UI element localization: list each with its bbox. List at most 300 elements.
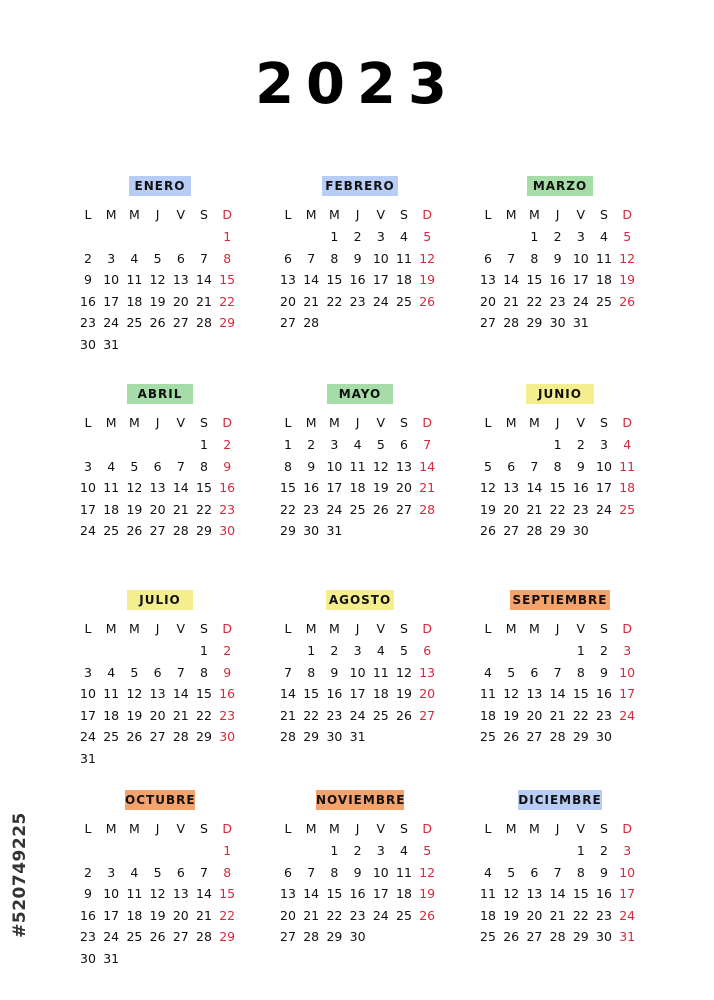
day-cell: 7	[553, 664, 562, 680]
day-cell: 22	[549, 501, 566, 517]
weekday-header: M	[528, 821, 540, 836]
day-cell: 18	[372, 686, 389, 702]
day-cell: 21	[549, 707, 566, 723]
day-cell: 8	[223, 864, 232, 880]
day-cell: 8	[200, 664, 208, 680]
day-cell: 15	[196, 480, 212, 496]
day-cell: 24	[372, 293, 389, 309]
day-cell: 19	[149, 293, 166, 309]
day-cell: 3	[107, 250, 116, 266]
day-cell: 14	[419, 458, 436, 474]
day-cell: 17	[103, 293, 120, 309]
day-cell: 24	[103, 315, 120, 331]
day-cell: 12	[480, 480, 496, 496]
day-cell: 26	[480, 523, 496, 539]
weekday-header: M	[505, 621, 517, 636]
day-cell: 29	[326, 929, 343, 945]
day-cell: 1	[576, 843, 585, 858]
day-cell: 15	[526, 272, 543, 288]
day-cell: 16	[80, 907, 96, 923]
day-cell: 19	[419, 886, 436, 902]
day-cell: 23	[596, 707, 612, 723]
weekday-header: V	[376, 415, 386, 430]
day-cell: 3	[84, 664, 92, 680]
month-junio	[478, 384, 643, 584]
day-cell: 8	[307, 664, 316, 680]
day-cell: 15	[196, 686, 212, 702]
weekday-header: J	[355, 207, 360, 222]
day-cell: 13	[149, 686, 166, 702]
day-cell: 29	[219, 929, 236, 945]
day-cell: 30	[303, 523, 320, 539]
day-cell: 14	[526, 480, 543, 496]
day-cell: 12	[503, 886, 520, 902]
day-cell: 20	[280, 907, 296, 923]
month-label: NOVIEMBRE	[316, 790, 404, 810]
day-cell: 20	[396, 480, 412, 496]
day-cell: 13	[396, 458, 412, 474]
month-label: JUNIO	[526, 384, 594, 404]
weekday-header: V	[576, 415, 586, 430]
month-enero	[78, 176, 243, 376]
day-cell: 17	[596, 480, 612, 496]
weekday-header: M	[128, 621, 140, 636]
weekday-header: D	[622, 415, 632, 430]
day-cell: 10	[572, 250, 589, 266]
day-cell: 24	[372, 907, 389, 923]
day-cell: 17	[619, 686, 636, 702]
day-cell: 28	[549, 929, 566, 945]
month-label: FEBRERO	[322, 176, 398, 196]
day-cell: 18	[596, 272, 612, 288]
stock-id-watermark	[10, 760, 30, 990]
day-cell: 5	[153, 250, 162, 266]
weekday-header: V	[376, 621, 386, 636]
day-cell: 20	[480, 293, 496, 309]
month-septiembre	[478, 590, 643, 790]
weekday-header: D	[222, 821, 232, 836]
day-cell: 14	[280, 686, 296, 702]
day-cell: 17	[80, 707, 96, 723]
day-cell: 31	[572, 315, 589, 331]
day-cell: 23	[219, 707, 236, 723]
day-cell: 5	[507, 864, 516, 880]
day-cell: 18	[349, 480, 366, 496]
day-cell: 1	[553, 437, 562, 452]
day-cell: 4	[107, 664, 116, 680]
day-cell: 30	[596, 929, 612, 945]
day-cell: 2	[353, 843, 362, 858]
day-cell: 22	[303, 707, 320, 723]
day-cell: 7	[200, 250, 208, 266]
day-cell: 26	[126, 523, 143, 539]
day-cell: 19	[372, 480, 389, 496]
day-cell: 27	[172, 929, 189, 945]
day-cell: 12	[149, 886, 166, 902]
day-cell: 23	[80, 315, 96, 331]
day-cell: 26	[619, 293, 636, 309]
day-cell: 6	[400, 437, 408, 452]
day-cell: 27	[480, 315, 496, 331]
day-cell: 30	[326, 729, 343, 745]
day-cell: 24	[103, 929, 120, 945]
day-cell: 25	[126, 929, 143, 945]
day-cell: 20	[149, 501, 166, 517]
day-cell: 24	[80, 523, 96, 539]
day-cell: 2	[600, 843, 608, 858]
day-cell: 27	[149, 523, 166, 539]
weekday-header: J	[555, 415, 560, 430]
weekday-header: V	[176, 821, 186, 836]
weekday-header: D	[622, 621, 632, 636]
day-cell: 1	[530, 229, 539, 244]
day-cell: 2	[600, 643, 608, 658]
day-cell: 6	[423, 643, 432, 658]
day-cell: 4	[353, 437, 362, 452]
day-cell: 25	[396, 907, 412, 923]
month-label: ABRIL	[127, 384, 193, 404]
day-cell: 31	[80, 751, 96, 766]
day-cell: 31	[103, 951, 120, 966]
weekday-header: J	[355, 415, 360, 430]
day-cell: 9	[223, 458, 232, 474]
day-cell: 25	[619, 501, 636, 517]
weekday-header: L	[484, 207, 492, 222]
day-cell: 27	[396, 501, 412, 517]
weekday-header: J	[355, 821, 360, 836]
day-cell: 5	[423, 843, 432, 858]
day-cell: 14	[196, 272, 212, 288]
day-cell: 13	[280, 272, 296, 288]
day-cell: 10	[619, 664, 636, 680]
weekday-header: M	[105, 821, 117, 836]
day-cell: 22	[526, 293, 543, 309]
day-cell: 30	[572, 523, 589, 539]
day-cell: 25	[396, 293, 412, 309]
month-label: MAYO	[327, 384, 393, 404]
day-cell: 22	[196, 501, 212, 517]
month-marzo	[478, 176, 643, 376]
day-cell: 22	[219, 293, 236, 309]
day-cell: 7	[530, 458, 539, 474]
day-cell: 9	[330, 664, 339, 680]
day-cell: 1	[330, 229, 339, 244]
weekday-header: M	[505, 415, 517, 430]
day-cell: 22	[326, 293, 343, 309]
weekday-header: M	[328, 207, 340, 222]
day-cell: 3	[600, 437, 608, 452]
day-cell: 8	[530, 250, 539, 266]
day-cell: 12	[396, 664, 412, 680]
day-cell: 9	[84, 886, 92, 902]
day-cell: 15	[326, 886, 343, 902]
month-diciembre	[478, 790, 643, 990]
day-cell: 7	[553, 864, 562, 880]
day-cell: 15	[280, 480, 296, 496]
day-cell: 17	[372, 886, 389, 902]
day-cell: 23	[596, 907, 612, 923]
day-cell: 5	[153, 864, 162, 880]
day-cell: 20	[172, 293, 189, 309]
day-cell: 20	[526, 707, 543, 723]
day-cell: 26	[149, 929, 166, 945]
day-cell: 30	[80, 951, 96, 966]
day-cell: 24	[619, 707, 636, 723]
day-cell: 21	[549, 907, 566, 923]
day-cell: 6	[176, 864, 185, 880]
day-cell: 8	[330, 864, 339, 880]
day-cell: 11	[396, 864, 412, 880]
day-cell: 26	[372, 501, 389, 517]
weekday-header: S	[200, 415, 208, 430]
day-cell: 26	[149, 315, 166, 331]
day-cell: 9	[307, 458, 316, 474]
month-abril	[78, 384, 243, 584]
day-cell: 30	[219, 729, 236, 745]
day-cell: 4	[600, 229, 608, 244]
weekday-header: S	[400, 821, 408, 836]
day-cell: 9	[353, 864, 362, 880]
weekday-header: D	[222, 415, 232, 430]
day-cell: 14	[172, 686, 189, 702]
day-cell: 4	[484, 664, 492, 680]
day-cell: 7	[176, 458, 185, 474]
day-cell: 17	[103, 907, 120, 923]
day-cell: 10	[372, 250, 389, 266]
day-cell: 25	[349, 501, 366, 517]
day-cell: 1	[284, 437, 292, 452]
day-cell: 30	[349, 929, 366, 945]
day-cell: 5	[130, 458, 139, 474]
day-cell: 23	[572, 501, 589, 517]
day-cell: 27	[149, 729, 166, 745]
day-cell: 18	[396, 272, 412, 288]
weekday-header: J	[155, 415, 160, 430]
day-cell: 18	[126, 293, 143, 309]
day-cell: 27	[419, 707, 436, 723]
weekday-header: J	[155, 621, 160, 636]
year-title: 2023	[255, 52, 459, 117]
weekday-header: D	[622, 207, 632, 222]
weekday-header: M	[305, 621, 317, 636]
day-cell: 31	[349, 729, 366, 745]
day-cell: 12	[419, 864, 436, 880]
weekday-header: M	[328, 821, 340, 836]
weekday-header: J	[555, 621, 560, 636]
day-cell: 9	[84, 272, 92, 288]
weekday-header: D	[222, 207, 232, 222]
day-cell: 11	[372, 664, 389, 680]
weekday-header: L	[284, 621, 292, 636]
day-cell: 7	[307, 250, 316, 266]
month-label: DICIEMBRE	[518, 790, 602, 810]
weekday-header: L	[484, 415, 492, 430]
day-cell: 25	[372, 707, 389, 723]
month-label: ENERO	[129, 176, 191, 196]
day-cell: 25	[596, 293, 612, 309]
day-cell: 7	[176, 664, 185, 680]
day-cell: 21	[303, 907, 320, 923]
weekday-header: L	[284, 415, 292, 430]
day-cell: 24	[572, 293, 589, 309]
weekday-header: V	[176, 621, 186, 636]
month-label: JULIO	[127, 590, 193, 610]
weekday-header: M	[528, 207, 540, 222]
month-febrero	[278, 176, 443, 376]
day-cell: 12	[419, 250, 436, 266]
weekday-header: L	[84, 621, 92, 636]
weekday-header: S	[400, 207, 408, 222]
day-cell: 2	[307, 437, 316, 452]
day-cell: 16	[349, 886, 366, 902]
day-cell: 29	[196, 523, 212, 539]
day-cell: 23	[349, 907, 366, 923]
month-mayo	[278, 384, 443, 584]
weekday-header: M	[105, 415, 117, 430]
day-cell: 8	[284, 458, 292, 474]
day-cell: 23	[349, 293, 366, 309]
day-cell: 6	[284, 250, 292, 266]
day-cell: 23	[326, 707, 343, 723]
day-cell: 12	[503, 686, 520, 702]
day-cell: 31	[103, 337, 120, 352]
weekday-header: M	[305, 207, 317, 222]
day-cell: 9	[600, 664, 608, 680]
day-cell: 30	[549, 315, 566, 331]
day-cell: 8	[200, 458, 208, 474]
day-cell: 10	[80, 686, 96, 702]
weekday-header: V	[176, 207, 186, 222]
day-cell: 4	[107, 458, 116, 474]
day-cell: 12	[126, 686, 143, 702]
weekday-header: J	[555, 207, 560, 222]
day-cell: 16	[572, 480, 589, 496]
weekday-header: S	[600, 821, 608, 836]
day-cell: 10	[103, 886, 120, 902]
day-cell: 12	[149, 272, 166, 288]
weekday-header: D	[222, 621, 232, 636]
day-cell: 3	[376, 229, 385, 244]
weekday-header: M	[105, 207, 117, 222]
day-cell: 6	[530, 864, 539, 880]
day-cell: 7	[200, 864, 208, 880]
day-cell: 4	[130, 864, 139, 880]
day-cell: 17	[619, 886, 636, 902]
day-cell: 9	[223, 664, 232, 680]
day-cell: 23	[80, 929, 96, 945]
day-cell: 17	[326, 480, 343, 496]
day-cell: 28	[196, 929, 212, 945]
day-cell: 2	[330, 643, 339, 658]
weekday-header: M	[528, 621, 540, 636]
day-cell: 25	[480, 929, 496, 945]
day-cell: 11	[480, 886, 496, 902]
day-cell: 23	[303, 501, 320, 517]
day-cell: 7	[284, 664, 292, 680]
day-cell: 10	[349, 664, 366, 680]
day-cell: 11	[396, 250, 412, 266]
day-cell: 15	[326, 272, 343, 288]
day-cell: 22	[196, 707, 212, 723]
day-cell: 18	[103, 707, 120, 723]
weekday-header: L	[284, 207, 292, 222]
day-cell: 5	[623, 229, 632, 244]
day-cell: 4	[623, 437, 632, 452]
month-noviembre	[278, 790, 443, 990]
day-cell: 4	[376, 643, 385, 658]
month-agosto	[278, 590, 443, 790]
day-cell: 20	[280, 293, 296, 309]
day-cell: 1	[307, 643, 316, 658]
weekday-header: M	[128, 415, 140, 430]
day-cell: 5	[507, 664, 516, 680]
day-cell: 1	[200, 437, 208, 452]
day-cell: 4	[130, 250, 139, 266]
weekday-header: D	[622, 821, 632, 836]
day-cell: 29	[526, 315, 543, 331]
day-cell: 16	[219, 480, 236, 496]
day-cell: 9	[600, 864, 608, 880]
weekday-header: D	[422, 621, 432, 636]
month-label: OCTUBRE	[125, 790, 195, 810]
day-cell: 11	[103, 480, 120, 496]
weekday-header: S	[600, 621, 608, 636]
day-cell: 7	[307, 864, 316, 880]
day-cell: 3	[330, 437, 339, 452]
day-cell: 10	[326, 458, 343, 474]
weekday-header: M	[105, 621, 117, 636]
day-cell: 11	[480, 686, 496, 702]
day-cell: 16	[549, 272, 566, 288]
day-cell: 10	[80, 480, 96, 496]
day-cell: 15	[572, 686, 589, 702]
day-cell: 10	[596, 458, 612, 474]
day-cell: 9	[576, 458, 585, 474]
day-cell: 2	[84, 864, 92, 880]
day-cell: 1	[223, 229, 232, 244]
day-cell: 20	[149, 707, 166, 723]
day-cell: 29	[549, 523, 566, 539]
weekday-header: S	[400, 415, 408, 430]
day-cell: 2	[553, 229, 562, 244]
day-cell: 30	[219, 523, 236, 539]
day-cell: 28	[303, 315, 320, 331]
day-cell: 25	[126, 315, 143, 331]
day-cell: 6	[153, 458, 162, 474]
day-cell: 21	[172, 707, 189, 723]
day-cell: 17	[349, 686, 366, 702]
weekday-header: V	[376, 821, 386, 836]
day-cell: 11	[126, 272, 143, 288]
day-cell: 19	[480, 501, 496, 517]
day-cell: 1	[223, 843, 232, 858]
weekday-header: D	[422, 821, 432, 836]
day-cell: 22	[572, 707, 589, 723]
weekday-header: S	[200, 207, 208, 222]
day-cell: 24	[349, 707, 366, 723]
day-cell: 16	[596, 686, 612, 702]
day-cell: 3	[107, 864, 116, 880]
day-cell: 20	[503, 501, 520, 517]
day-cell: 23	[219, 501, 236, 517]
day-cell: 13	[172, 272, 189, 288]
day-cell: 28	[526, 523, 543, 539]
weekday-header: D	[422, 207, 432, 222]
day-cell: 28	[280, 729, 296, 745]
weekday-header: L	[84, 821, 92, 836]
month-julio	[78, 590, 243, 790]
day-cell: 31	[619, 929, 636, 945]
